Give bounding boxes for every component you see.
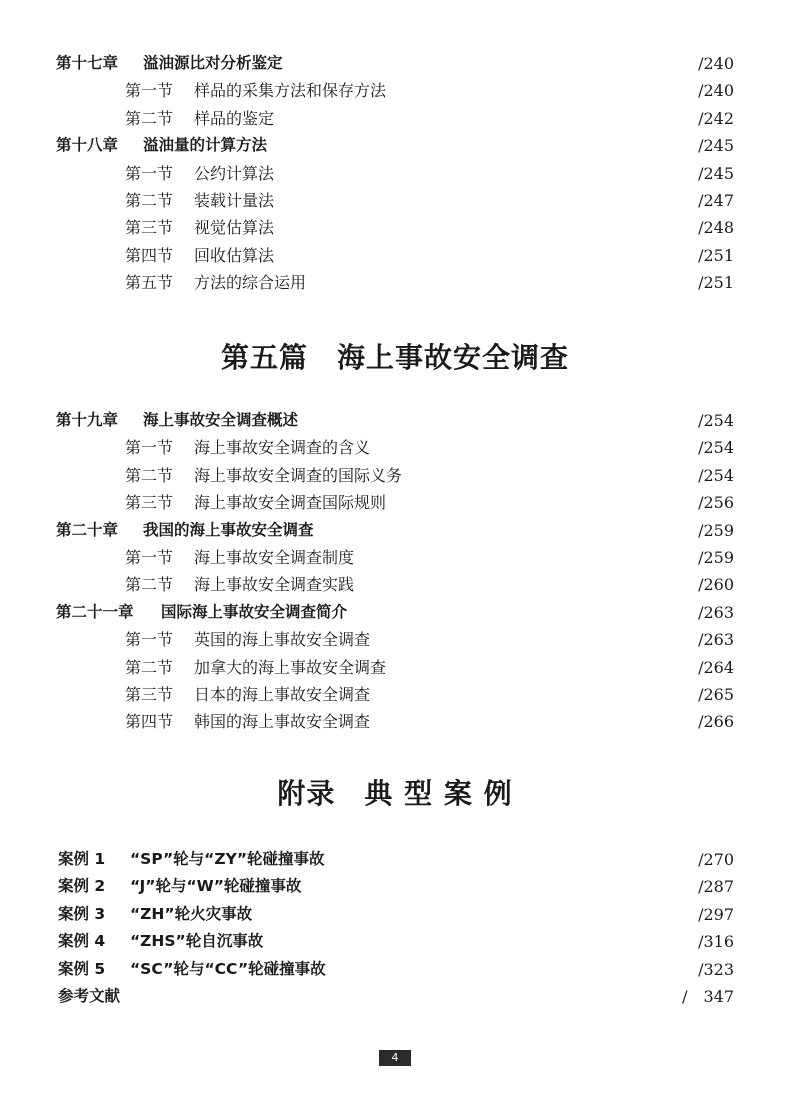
toc-entry-page-number: /266: [698, 712, 734, 732]
toc-entry-label: 第二节: [125, 108, 174, 128]
toc-section-entry[interactable]: [0, 214, 790, 241]
toc-entry-title: 海上事故安全调查的国际义务: [194, 465, 403, 485]
toc-section-entry[interactable]: [0, 434, 790, 461]
toc-entry-page-number: /265: [698, 685, 734, 704]
toc-entry-title: 海上事故安全调查的含义: [194, 438, 371, 458]
toc-chapter-entry[interactable]: [0, 407, 790, 434]
toc-entry-page-number: /316: [698, 932, 734, 952]
toc-entry-title: 公约计算法: [194, 163, 275, 183]
toc-entry-label: 第一节: [125, 163, 174, 183]
toc-entry-label: 案例 1: [58, 850, 106, 868]
toc-entry-title: 国际海上事故安全调查简介: [161, 602, 348, 621]
toc-chapter-entry[interactable]: [0, 517, 790, 544]
toc-entry-label: 第三节: [125, 685, 174, 704]
toc-entry-label: 第二十章: [56, 520, 119, 539]
toc-entry-page-number: /240: [698, 54, 734, 73]
toc-entry-title: 海上事故安全调查概述: [143, 411, 299, 429]
toc-section-entry[interactable]: [0, 681, 790, 708]
toc-entry-label: 第十七章: [56, 54, 119, 72]
page-folio: 4: [379, 1050, 411, 1066]
toc-entry-label: 第三节: [125, 493, 174, 513]
toc-entry-label: 第四节: [125, 245, 174, 265]
toc-entry-title: 海上事故安全调查国际规则: [194, 493, 387, 513]
toc-entry-page-number: /254: [698, 465, 734, 485]
toc-entry-page-number: /263: [698, 630, 734, 650]
toc-section-entry[interactable]: [0, 269, 790, 296]
toc-entry-title: “ZH”轮火灾事故: [130, 904, 253, 923]
toc-entry-label: 第三节: [125, 218, 174, 238]
toc-entry-title: 海上事故安全调查实践: [194, 575, 355, 595]
toc-entry-title: 英国的海上事故安全调查: [194, 630, 371, 650]
toc-chapter-entry[interactable]: [0, 599, 790, 626]
toc-entry-title: 韩国的海上事故安全调查: [194, 712, 371, 732]
toc-entry-page-number: /323: [698, 959, 734, 979]
toc-entry-title: 回收估算法: [194, 245, 275, 265]
toc-entry-page-number: /254: [698, 438, 734, 458]
toc-section-entry[interactable]: [0, 489, 790, 516]
toc-entry-page-number: /245: [698, 163, 734, 183]
toc-entry-title: “J”轮与“W”轮碰撞事故: [130, 877, 302, 896]
toc-section-entry[interactable]: [0, 544, 790, 571]
toc-entry-label: 第二节: [125, 465, 174, 485]
toc-entry-page-number: /251: [698, 273, 734, 293]
toc-section-entry[interactable]: [0, 654, 790, 681]
toc-entry-title: 海上事故安全调查制度: [194, 548, 355, 567]
toc-entry-page-number: /297: [698, 904, 734, 924]
toc-entry-label: 第一节: [125, 81, 174, 101]
toc-case-entry[interactable]: [0, 846, 790, 873]
toc-entry-page-number: /251: [698, 245, 734, 265]
toc-entry-page-number: /259: [698, 548, 734, 567]
toc-section-entry[interactable]: [0, 626, 790, 653]
toc-entry-page-number: /254: [698, 411, 734, 430]
toc-entry-label: 第一节: [125, 630, 174, 650]
toc-entry-label: 第十八章: [56, 136, 119, 155]
toc-entry-page-number: /245: [698, 136, 734, 156]
toc-section-entry[interactable]: [0, 708, 790, 735]
toc-entry-page-number: /260: [698, 575, 734, 595]
toc-entry-label: 第四节: [125, 712, 174, 732]
toc-entry-label: 第二节: [125, 657, 174, 677]
toc-entry-label: 案例 3: [58, 904, 106, 923]
toc-entry-title: 日本的海上事故安全调查: [194, 685, 371, 704]
toc-entry-title: 加拿大的海上事故安全调查: [194, 657, 387, 677]
toc-case-entry[interactable]: [0, 956, 790, 983]
toc-entry-title: “SC”轮与“CC”轮碰撞事故: [130, 959, 326, 978]
toc-entry-title: 我国的海上事故安全调查: [143, 520, 314, 539]
toc-entry-title: 视觉估算法: [194, 218, 275, 238]
toc-section-entry[interactable]: [0, 462, 790, 489]
toc-entry-title: 装载计量法: [194, 191, 275, 210]
toc-section-entry[interactable]: [0, 105, 790, 132]
toc-chapter-entry[interactable]: [0, 132, 790, 159]
toc-chapter-entry[interactable]: [0, 50, 790, 77]
toc-case-entry[interactable]: [0, 901, 790, 928]
toc-entry-page-number: /287: [698, 877, 734, 897]
toc-entry-page-number: / 347: [682, 987, 734, 1006]
toc-entry-page-number: /264: [698, 657, 734, 677]
toc-entry-page-number: /242: [698, 108, 734, 128]
toc-case-entry[interactable]: [0, 928, 790, 955]
toc-entry-page-number: /248: [698, 218, 734, 238]
toc-section-entry[interactable]: [0, 242, 790, 269]
toc-entry-title: “ZHS”轮自沉事故: [130, 932, 264, 951]
toc-entry-label: 第二节: [125, 191, 174, 210]
toc-entry-label: 第一节: [125, 548, 174, 567]
toc-entry-label: 第二节: [125, 575, 174, 595]
toc-entry-title: 溢油源比对分析鉴定: [143, 54, 283, 72]
toc-entry-label: 案例 5: [58, 959, 106, 978]
toc-entry-label: 第五节: [125, 273, 174, 293]
toc-section-entry[interactable]: [0, 160, 790, 187]
toc-entry-page-number: /259: [698, 520, 734, 540]
toc-entry-label: 案例 2: [58, 877, 106, 896]
toc-entry-title: 样品的鉴定: [194, 108, 275, 128]
toc-entry-title: 溢油量的计算方法: [143, 136, 268, 155]
toc-entry-label: 第十九章: [56, 411, 119, 429]
part5-heading: 第五篇 海上事故安全调查: [220, 341, 569, 374]
toc-section-entry[interactable]: [0, 77, 790, 104]
toc-entry-title: “SP”轮与“ZY”轮碰撞事故: [130, 850, 325, 868]
toc-entry-page-number: /256: [698, 493, 734, 513]
toc-entry-label: 第一节: [125, 438, 174, 458]
toc-entry-title: 样品的采集方法和保存方法: [194, 81, 387, 101]
toc-entry-label: 参考文献: [58, 987, 121, 1005]
toc-ref-entry[interactable]: [0, 983, 790, 1010]
toc-entry-page-number: /263: [698, 602, 734, 622]
toc-case-entry[interactable]: [0, 873, 790, 900]
toc-entry-label: 案例 4: [58, 932, 106, 951]
toc-entry-page-number: /247: [698, 191, 734, 210]
toc-entry-page-number: /240: [698, 81, 734, 101]
toc-section-entry[interactable]: [0, 571, 790, 598]
toc-entry-title: 方法的综合运用: [194, 273, 307, 293]
toc-section-entry[interactable]: [0, 187, 790, 214]
toc-entry-page-number: /270: [698, 850, 734, 869]
toc-entry-label: 第二十一章: [56, 602, 134, 621]
appendix-heading: 附录 典 型 案 例: [277, 777, 513, 810]
